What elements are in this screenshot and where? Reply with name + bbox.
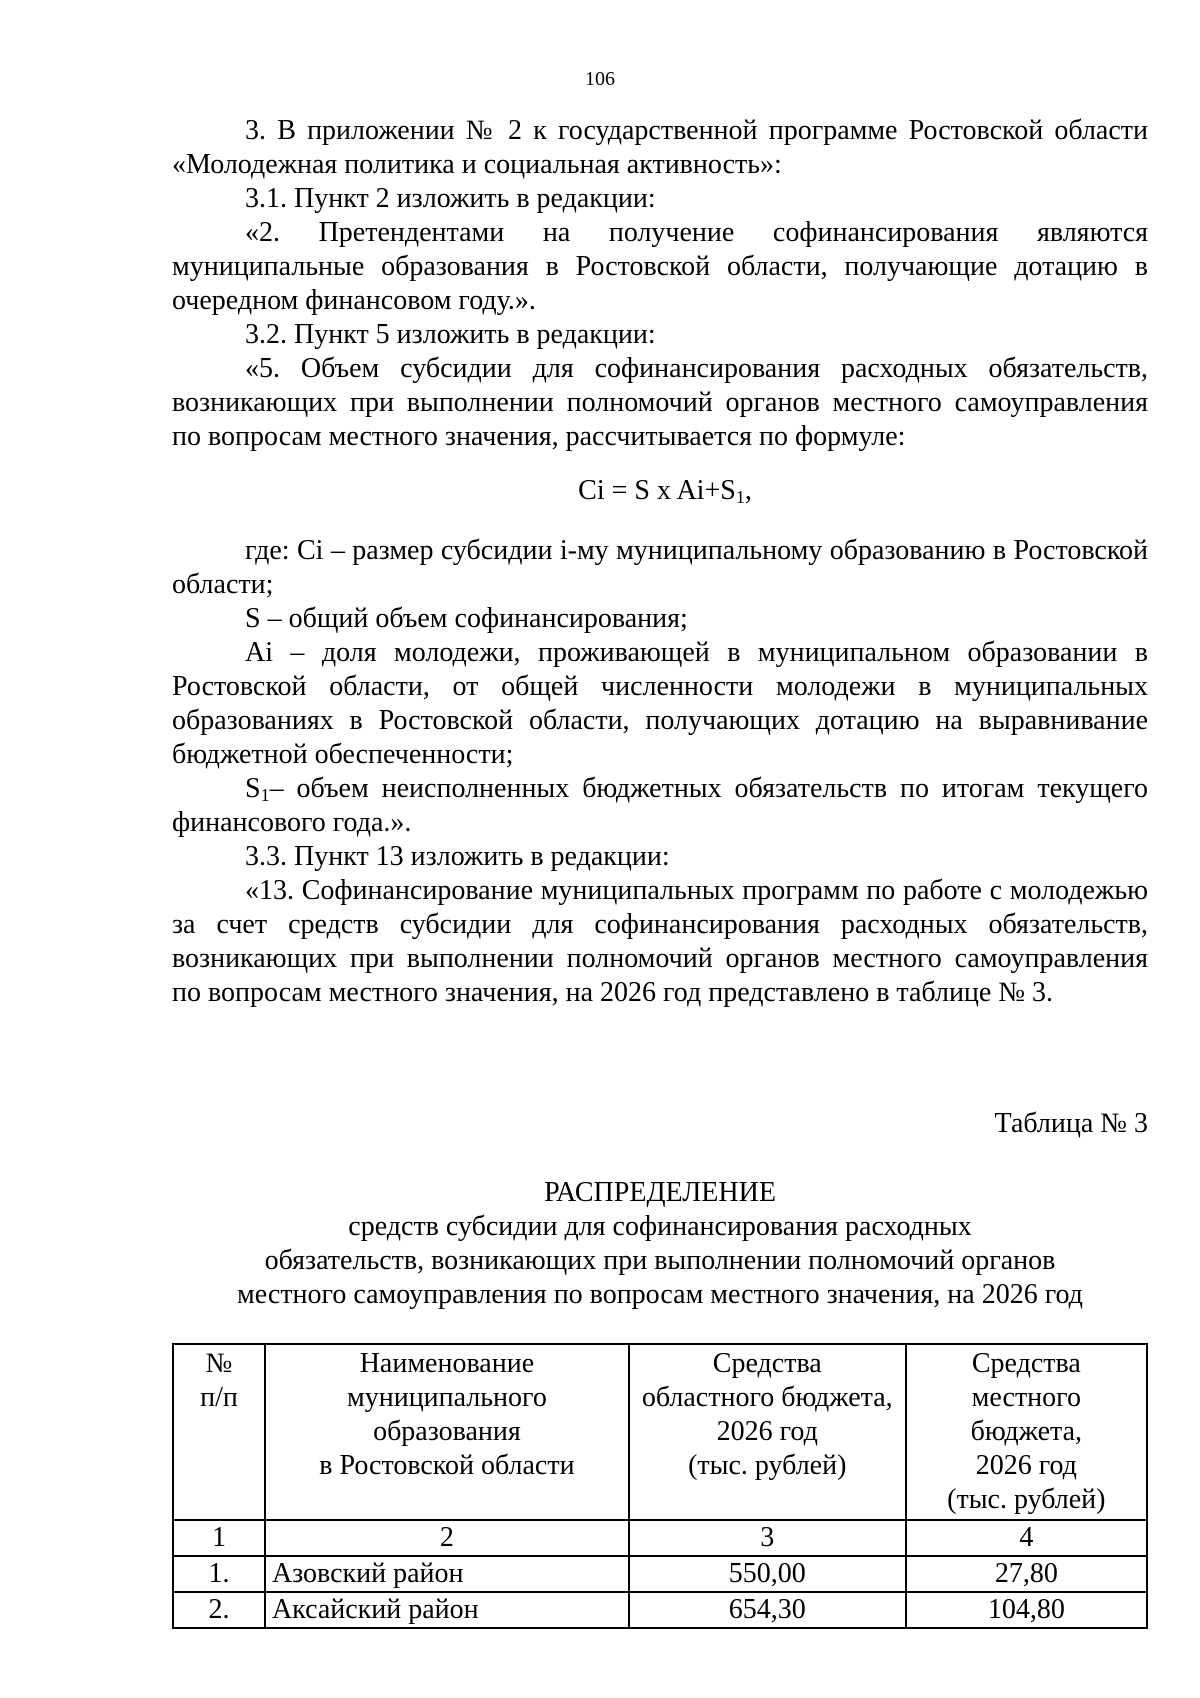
paragraph: 3.1. Пункт 2 изложить в редакции: — [245, 183, 656, 214]
table-title-line: обязательств, возникающих при выполнении полномочий органов — [264, 1245, 1056, 1276]
table-row — [173, 1556, 1147, 1592]
paragraph: «2. Претендентами на получение софинансирования являются муниципальные образования в Ростовской области, получающие дотацию в очередном финансовом году.». — [172, 217, 1148, 316]
column-number: 3 — [629, 1520, 906, 1556]
header-line: п/п — [200, 1382, 238, 1413]
row-index: 2. — [173, 1592, 265, 1628]
header-line: Средства — [971, 1348, 1081, 1379]
formula-main: Ci = S x Ai+S — [578, 475, 736, 506]
formula-subscript: 1 — [735, 487, 745, 507]
paragraph: «5. Объем субсидии для софинансирования расходных обязательств, возникающих при выполнении полномочий органов местного самоуправления по вопросам местного значения, рассчитывается по формуле: — [172, 353, 1148, 452]
row-municipality: Аксайский район — [265, 1592, 629, 1628]
header-local-budget — [906, 1344, 1147, 1520]
paragraph: «13. Софинансирование муниципальных программ по работе с молодежью за счет средств субсидии для софинансирования расходных обязательств, возникающих при выполнении полномочий органов местного самоуправления по вопросам местного значения, на 2026 год представлено в таблице № 3. — [172, 875, 1148, 1008]
header-municipality — [265, 1344, 629, 1520]
formula — [172, 474, 1148, 508]
table-title-heading: РАСПРЕДЕЛЕНИЕ — [544, 1177, 776, 1208]
definition: где: Ci – размер субсидии i-му муниципальному образованию в Ростовской области; — [172, 535, 1148, 600]
header-line: № — [205, 1348, 233, 1379]
table-label: Таблица № 3 — [994, 1108, 1148, 1139]
table-row — [173, 1592, 1147, 1628]
formula-tail: , — [744, 475, 752, 506]
s1-subscript: 1 — [260, 785, 270, 805]
header-line: местного бюджета, — [970, 1382, 1083, 1447]
header-line: (тыс. рублей) — [947, 1484, 1106, 1515]
header-line: в Ростовской области — [319, 1450, 575, 1481]
column-number: 2 — [265, 1520, 629, 1556]
page-number: 106 — [585, 68, 615, 90]
table-header-row — [173, 1344, 1147, 1520]
header-line: 2026 год — [975, 1450, 1077, 1481]
definition-s1 — [172, 772, 1148, 840]
header-line: образования — [373, 1416, 521, 1447]
header-regional-budget — [629, 1344, 906, 1520]
table-title-line: местного самоуправления по вопросам местного значения, на 2026 год — [237, 1279, 1083, 1310]
definition: Ai – доля молодежи, проживающей в муниципальном образовании в Ростовской области, от общей численности молодежи в муниципальных образованиях в Ростовской области, получающих дотацию на выравнивание бюджетной обеспеченности; — [172, 637, 1148, 770]
document-body — [172, 114, 1148, 1010]
header-line: муниципального — [347, 1382, 547, 1413]
row-local-budget: 104,80 — [906, 1592, 1147, 1628]
column-number: 4 — [906, 1520, 1147, 1556]
table-title — [172, 1176, 1148, 1312]
row-index: 1. — [173, 1556, 265, 1592]
paragraph: 3.2. Пункт 5 изложить в редакции: — [245, 319, 656, 350]
header-line: 2026 год — [716, 1416, 818, 1447]
column-number: 1 — [173, 1520, 265, 1556]
row-local-budget: 27,80 — [906, 1556, 1147, 1592]
s1-text: – объем неисполненных бюджетных обязательств по итогам текущего финансового года.». — [172, 773, 1148, 838]
column-number-row — [173, 1520, 1147, 1556]
paragraph: 3. В приложении № 2 к государственной программе Ростовской области «Молодежная политика и социальная активность»: — [172, 115, 1148, 180]
header-line: Средства — [712, 1348, 822, 1379]
definition: S – общий объем софинансирования; — [245, 603, 688, 634]
s1-symbol: S — [245, 773, 261, 804]
paragraph: 3.3. Пункт 13 изложить в редакции: — [245, 841, 670, 872]
header-line: (тыс. рублей) — [688, 1450, 847, 1481]
header-line: областного бюджета, — [641, 1382, 893, 1413]
row-regional-budget: 550,00 — [629, 1556, 906, 1592]
row-municipality: Азовский район — [265, 1556, 629, 1592]
header-number — [173, 1344, 265, 1520]
row-regional-budget: 654,30 — [629, 1592, 906, 1628]
distribution-table — [172, 1343, 1148, 1629]
header-line: Наименование — [359, 1348, 535, 1379]
table-title-line: средств субсидии для софинансирования расходных — [348, 1211, 972, 1242]
